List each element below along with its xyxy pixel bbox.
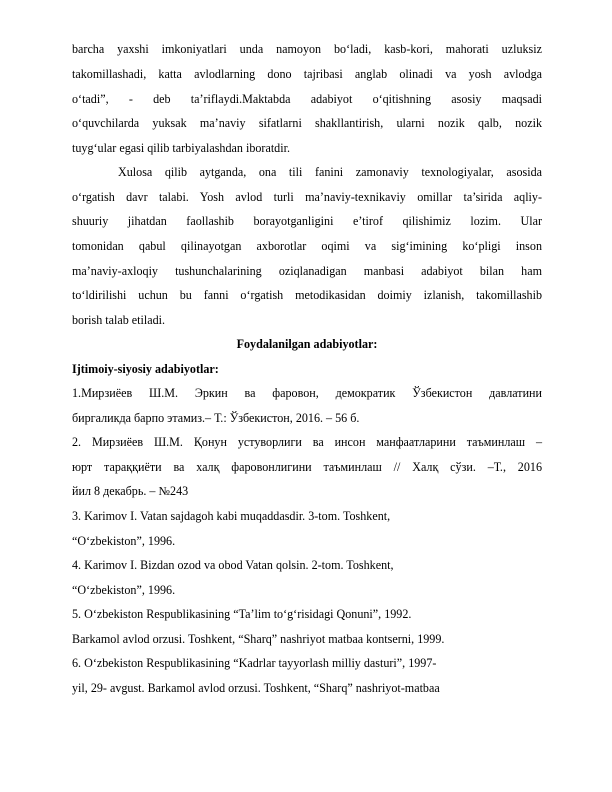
reference-line: 4. Karimov I. Bizdan ozod va obod Vatan qolsin. 2-tom. Toshkent, — [72, 558, 394, 572]
paragraph2-line-3: shuuriy jihatdan faollashib borayotganligini e’tirof qilishimiz lozim. Ular — [72, 214, 542, 228]
reference-line: йил 8 декабрь. – №243 — [72, 484, 189, 498]
paragraph2-line-7: borish talab etiladi. — [72, 313, 166, 327]
paragraph2-line-4: tomonidan qabul qilinayotgan axborotlar oqimi va sig‘imining ko‘pligi inson — [72, 239, 542, 253]
paragraph1-line-5: tuyg‘ular egasi qilib tarbiyalashdan iboratdir. — [72, 141, 290, 155]
paragraph2-line-1: Xulosa qilib aytganda, ona tili fanini zamonaviy texnologiyalar, asosida — [118, 165, 542, 179]
reference-line: yil, 29- avgust. Barkamol avlod orzusi. Toshkent, “Sharq” nashriyot-matbaa — [72, 681, 440, 695]
paragraph2-line-6: to‘ldirilishi uchun bu fanni o‘rgatish metodikasidan doimiy izlanish, takomillashib — [72, 288, 542, 302]
reference-line: 1.Мирзиёев Ш.М. Эркин ва фаровон, демократик Ўзбекистон давлатини — [72, 386, 542, 400]
reference-line: “O‘zbekiston”, 1996. — [72, 583, 176, 597]
references-subheading: Ijtimoiy-siyosiy adabiyotlar: — [72, 362, 219, 376]
reference-line: юрт тараққиёти ва халқ фаровонлигини таъминлаш // Халқ сўзи. –Т., 2016 — [72, 460, 542, 474]
paragraph1-line-1: barcha yaxshi imkoniyatlari unda namoyon bo‘ladi, kasb-kori, mahorati uzluksiz — [72, 42, 542, 56]
reference-line: 5. O‘zbekiston Respublikasining “Ta’lim to‘g‘risidagi Qonuni”, 1992. — [72, 607, 412, 621]
reference-line: биргаликда барпо этамиз.– Т.: Ўзбекистон, 2016. – 56 б. — [72, 411, 360, 425]
paragraph1-line-2: takomillashadi, katta avlodlarning dono tajribasi anglab olinadi va yosh avlodga — [72, 67, 542, 81]
reference-line: “O‘zbekiston”, 1996. — [72, 534, 176, 548]
reference-line: 2. Мирзиёев Ш.М. Қонун устуворлиги ва инсон манфаатларини таъминлаш – — [72, 435, 542, 449]
paragraph1-line-4: o‘quvchilarda yuksak ma’naviy sifatlarni shakllantirish, ularni nozik qalb, nozik — [72, 116, 542, 130]
paragraph2-line-5: ma’naviy-axloqiy tushunchalarining oziqlanadigan manbasi adabiyot bilan ham — [72, 264, 542, 278]
paragraph2-line-2: o‘rgatish davr talabi. Yosh avlod turli ma’naviy-texnikaviy omillar ta’sirida aqliy- — [72, 190, 542, 204]
reference-line: 3. Karimov I. Vatan sajdagoh kabi muqaddasdir. 3-tom. Toshkent, — [72, 509, 391, 523]
references-title: Foydalanilgan adabiyotlar: — [236, 337, 378, 351]
reference-line: 6. O‘zbekiston Respublikasining “Kadrlar tayyorlash milliy dasturi”, 1997- — [72, 656, 437, 670]
reference-line: Barkamol avlod orzusi. Toshkent, “Sharq” nashriyot matbaa kontserni, 1999. — [72, 632, 445, 646]
paragraph1-line-3: o‘tadi”, - deb ta’riflaydi.Maktabda adabiyot o‘qitishning asosiy maqsadi — [72, 92, 542, 106]
